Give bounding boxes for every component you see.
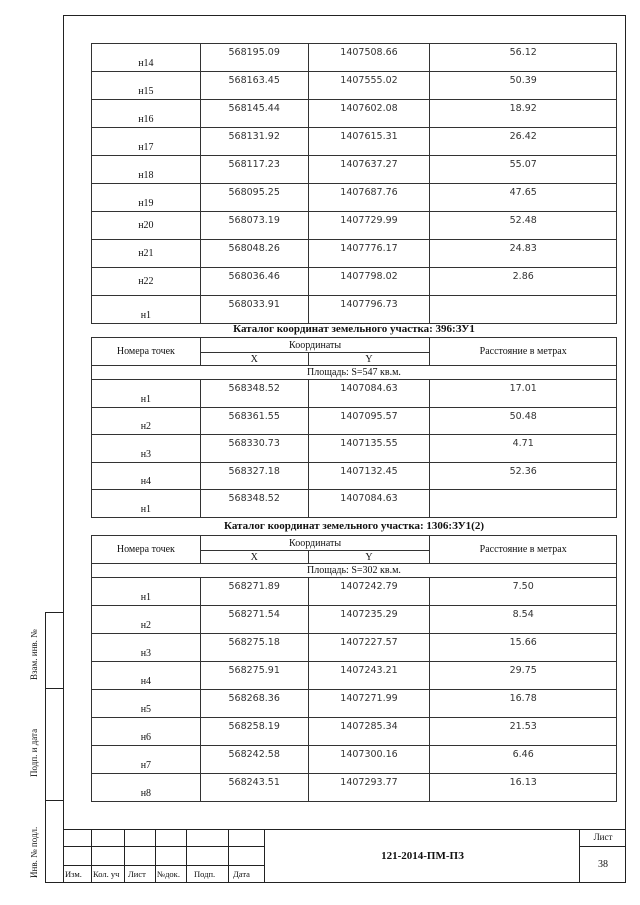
coord-x: 568275.91 bbox=[200, 662, 308, 690]
table2-title: Каталог координат земельного участка: 396:ЗУ1 bbox=[233, 323, 475, 335]
distance: 24.83 bbox=[430, 240, 617, 268]
point-number: н3 bbox=[92, 435, 201, 463]
coord-y: 1407776.17 bbox=[308, 240, 430, 268]
coord-x: 568033.91 bbox=[200, 296, 308, 324]
distance: 50.39 bbox=[430, 72, 617, 100]
stamp-kol: Кол. уч bbox=[93, 869, 120, 879]
table2-area: Площадь: S=547 кв.м. bbox=[92, 366, 617, 380]
point-number: н4 bbox=[92, 462, 201, 490]
coord-y: 1407796.73 bbox=[308, 296, 430, 324]
table-row bbox=[92, 268, 617, 296]
table-row bbox=[92, 380, 617, 408]
table-row bbox=[92, 296, 617, 324]
point-number: н22 bbox=[92, 268, 201, 296]
table2-col-y: Y bbox=[308, 353, 430, 366]
side-inv: Инв. № подл. bbox=[29, 826, 39, 878]
distance: 2.86 bbox=[430, 268, 617, 296]
coord-x: 568330.73 bbox=[200, 435, 308, 463]
coord-x: 568145.44 bbox=[200, 100, 308, 128]
coord-x: 568195.09 bbox=[200, 44, 308, 72]
table3-col-dist: Расстояние в метрах bbox=[430, 536, 617, 564]
distance: 17.01 bbox=[430, 380, 617, 408]
table3-col-coords: Координаты bbox=[200, 536, 430, 551]
coord-y: 1407243.21 bbox=[308, 662, 430, 690]
distance: 52.36 bbox=[430, 462, 617, 490]
title-block bbox=[63, 829, 626, 883]
distance: 26.42 bbox=[430, 128, 617, 156]
table-row bbox=[92, 128, 617, 156]
coord-y: 1407615.31 bbox=[308, 128, 430, 156]
stamp-izm: Изм. bbox=[65, 869, 82, 879]
coord-y: 1407135.55 bbox=[308, 435, 430, 463]
table-row bbox=[92, 44, 617, 72]
distance bbox=[430, 296, 617, 324]
table3 bbox=[91, 535, 617, 802]
point-number: н6 bbox=[92, 718, 201, 746]
table2-col-x: X bbox=[200, 353, 308, 366]
distance: 6.46 bbox=[430, 746, 617, 774]
distance: 21.53 bbox=[430, 718, 617, 746]
table2-col-coords: Координаты bbox=[200, 338, 430, 353]
coord-y: 1407235.29 bbox=[308, 606, 430, 634]
coord-x: 568271.54 bbox=[200, 606, 308, 634]
coord-x: 568036.46 bbox=[200, 268, 308, 296]
table2-col-dist: Расстояние в метрах bbox=[430, 338, 617, 366]
point-number: н20 bbox=[92, 212, 201, 240]
coord-y: 1407602.08 bbox=[308, 100, 430, 128]
distance: 16.13 bbox=[430, 774, 617, 802]
point-number: н15 bbox=[92, 72, 201, 100]
sheet-label: Лист bbox=[580, 829, 626, 847]
coord-x: 568048.26 bbox=[200, 240, 308, 268]
table-row bbox=[92, 407, 617, 435]
distance bbox=[430, 490, 617, 518]
coord-y: 1407508.66 bbox=[308, 44, 430, 72]
distance: 18.92 bbox=[430, 100, 617, 128]
table3-area: Площадь: S=302 кв.м. bbox=[92, 564, 617, 578]
table2-col-points: Номера точек bbox=[92, 338, 201, 366]
table1 bbox=[91, 43, 617, 324]
table-row bbox=[92, 606, 617, 634]
table-row bbox=[92, 662, 617, 690]
table-row bbox=[92, 690, 617, 718]
point-number: н8 bbox=[92, 774, 201, 802]
coord-x: 568271.89 bbox=[200, 578, 308, 606]
point-number: н18 bbox=[92, 156, 201, 184]
table-row bbox=[92, 72, 617, 100]
coord-y: 1407271.99 bbox=[308, 690, 430, 718]
table-row bbox=[92, 212, 617, 240]
coord-x: 568131.92 bbox=[200, 128, 308, 156]
point-number: н17 bbox=[92, 128, 201, 156]
coord-y: 1407637.27 bbox=[308, 156, 430, 184]
distance: 55.07 bbox=[430, 156, 617, 184]
coord-y: 1407084.63 bbox=[308, 490, 430, 518]
point-number: н7 bbox=[92, 746, 201, 774]
stamp-list: Лист bbox=[128, 869, 146, 879]
coord-y: 1407084.63 bbox=[308, 380, 430, 408]
point-number: н3 bbox=[92, 634, 201, 662]
table-row bbox=[92, 578, 617, 606]
coord-y: 1407285.34 bbox=[308, 718, 430, 746]
coord-x: 568117.23 bbox=[200, 156, 308, 184]
point-number: н14 bbox=[92, 44, 201, 72]
document-code: 121-2014-ПМ-ПЗ bbox=[264, 829, 580, 883]
coord-y: 1407555.02 bbox=[308, 72, 430, 100]
table-row bbox=[92, 156, 617, 184]
point-number: н21 bbox=[92, 240, 201, 268]
point-number: н1 bbox=[92, 296, 201, 324]
coord-x: 568275.18 bbox=[200, 634, 308, 662]
point-number: н1 bbox=[92, 380, 201, 408]
table-row bbox=[92, 462, 617, 490]
table3-col-x: X bbox=[200, 551, 308, 564]
distance: 52.48 bbox=[430, 212, 617, 240]
coord-y: 1407293.77 bbox=[308, 774, 430, 802]
distance: 50.48 bbox=[430, 407, 617, 435]
point-number: н4 bbox=[92, 662, 201, 690]
coord-x: 568243.51 bbox=[200, 774, 308, 802]
table-row bbox=[92, 100, 617, 128]
coord-x: 568073.19 bbox=[200, 212, 308, 240]
point-number: н16 bbox=[92, 100, 201, 128]
distance: 47.65 bbox=[430, 184, 617, 212]
side-vzam: Взам. инв. № bbox=[29, 629, 39, 680]
point-number: н5 bbox=[92, 690, 201, 718]
coord-x: 568361.55 bbox=[200, 407, 308, 435]
distance: 56.12 bbox=[430, 44, 617, 72]
coord-x: 568095.25 bbox=[200, 184, 308, 212]
point-number: н2 bbox=[92, 606, 201, 634]
distance: 15.66 bbox=[430, 634, 617, 662]
table-row bbox=[92, 490, 617, 518]
coord-x: 568348.52 bbox=[200, 380, 308, 408]
table-row bbox=[92, 634, 617, 662]
coord-y: 1407227.57 bbox=[308, 634, 430, 662]
coord-x: 568268.36 bbox=[200, 690, 308, 718]
point-number: н19 bbox=[92, 184, 201, 212]
table3-col-y: Y bbox=[308, 551, 430, 564]
coord-y: 1407729.99 bbox=[308, 212, 430, 240]
table3-col-points: Номера точек bbox=[92, 536, 201, 564]
coord-y: 1407798.02 bbox=[308, 268, 430, 296]
coord-x: 568242.58 bbox=[200, 746, 308, 774]
stamp-podp: Подп. bbox=[194, 869, 216, 879]
distance: 16.78 bbox=[430, 690, 617, 718]
distance: 4.71 bbox=[430, 435, 617, 463]
coord-x: 568348.52 bbox=[200, 490, 308, 518]
table-row bbox=[92, 718, 617, 746]
distance: 29.75 bbox=[430, 662, 617, 690]
distance: 8.54 bbox=[430, 606, 617, 634]
table3-title: Каталог координат земельного участка: 1306:ЗУ1(2) bbox=[223, 520, 484, 532]
sheet-number: 38 bbox=[598, 859, 608, 870]
point-number: н2 bbox=[92, 407, 201, 435]
table-row bbox=[92, 774, 617, 802]
distance: 7.50 bbox=[430, 578, 617, 606]
table-row bbox=[92, 435, 617, 463]
table-row bbox=[92, 240, 617, 268]
coord-y: 1407095.57 bbox=[308, 407, 430, 435]
point-number: н1 bbox=[92, 490, 201, 518]
table-row bbox=[92, 184, 617, 212]
coord-x: 568258.19 bbox=[200, 718, 308, 746]
coord-y: 1407132.45 bbox=[308, 462, 430, 490]
coord-y: 1407300.16 bbox=[308, 746, 430, 774]
stamp-ndok: №док. bbox=[157, 869, 180, 879]
table-row bbox=[92, 746, 617, 774]
stamp-data: Дата bbox=[233, 869, 250, 879]
coord-y: 1407687.76 bbox=[308, 184, 430, 212]
coord-x: 568327.18 bbox=[200, 462, 308, 490]
coord-y: 1407242.79 bbox=[308, 578, 430, 606]
point-number: н1 bbox=[92, 578, 201, 606]
table2 bbox=[91, 337, 617, 518]
coord-x: 568163.45 bbox=[200, 72, 308, 100]
side-podp: Подп. и дата bbox=[29, 728, 39, 777]
